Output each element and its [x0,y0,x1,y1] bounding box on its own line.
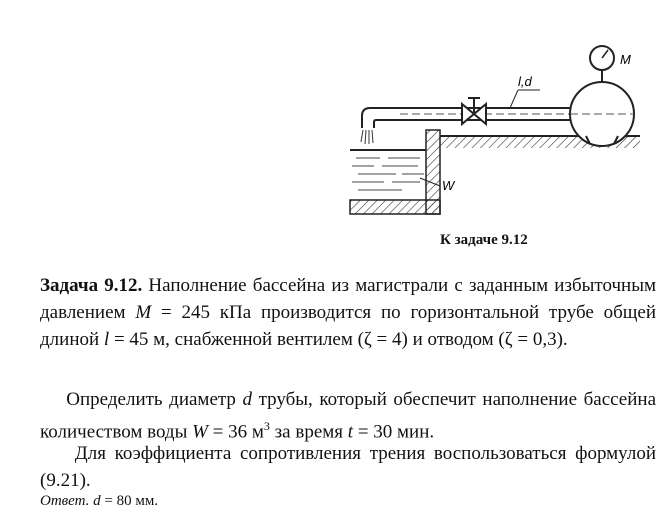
problem-statement [40,272,656,353]
outflow-stream [361,130,373,144]
text-run: = 36 м [207,421,264,443]
pipe-elbow [362,108,380,128]
text-run: за время [269,421,348,443]
var-d: d [242,389,252,410]
problem-question [40,386,656,445]
figure-caption: К задаче 9.12 [440,232,528,248]
text-run: Определить диаметр [66,389,243,410]
text-run: = 30 мин. [353,421,435,443]
var-w: W [192,421,208,443]
answer-line [40,493,158,510]
text-run: Для коэффициента сопротивления трения воспользоваться формулой (9.21). [40,443,656,491]
superscript: 3 [263,419,270,433]
label-m: M [620,52,631,67]
problem-hint [40,440,656,494]
problem-title: Задача 9.12. [40,275,143,296]
var-m: M [135,302,152,323]
var-l: l [103,329,110,350]
answer-value: = 80 мм. [100,493,159,509]
label-w: W [442,178,455,193]
text-run: = 45 м, снабженной вентилем (ζ = 4) и отводом (ζ = 0,3). [109,329,568,350]
pipe-diagram [0,0,666,235]
text-run: Наполнение бассейна из магистрали с заданным избыточным давлением [40,275,656,323]
text-run: трубы, который обеспечит наполнение бассейна количеством воды [40,389,657,443]
water-lines [352,158,424,190]
answer-label: Ответ. [40,493,90,509]
text-run: = 245 кПа производится по горизонтальной трубе общей длиной [40,302,656,350]
var-t: t [347,421,354,443]
label-ld: l,d [518,74,532,89]
answer-var: d [93,493,101,509]
pool-bottom [350,200,440,214]
